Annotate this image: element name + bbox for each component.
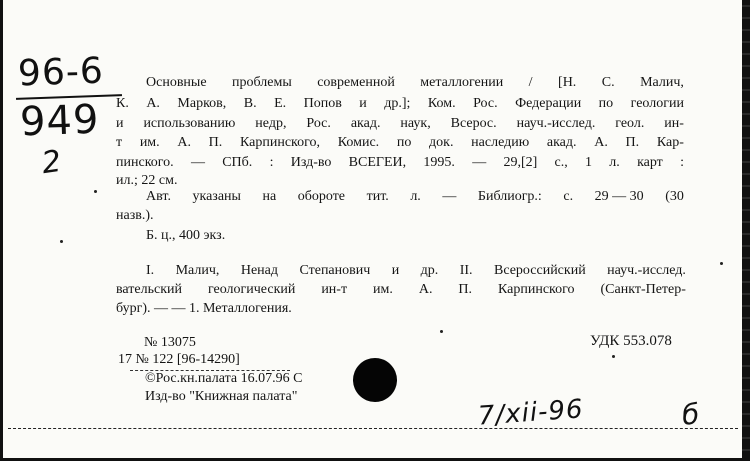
word: проблемы [232, 75, 292, 90]
word: Всероссийский [493, 263, 586, 278]
word: — [190, 155, 205, 170]
word: современной [317, 75, 395, 90]
word: с., [554, 155, 568, 170]
word: металлогении [420, 75, 504, 90]
word: л. [609, 155, 620, 170]
word: Комис. [337, 135, 380, 150]
word: по [396, 135, 412, 150]
word: им. [139, 135, 160, 150]
entry-line-1 [146, 74, 684, 91]
word: т [116, 135, 123, 150]
book-chamber-line [145, 371, 302, 387]
shelfmark-top: 96-6 [17, 50, 105, 95]
heading-line-2 [116, 281, 686, 298]
entry-line-5 [116, 154, 684, 171]
word: 1 [585, 155, 593, 170]
word: Малич, [175, 263, 220, 278]
word: Основные [146, 75, 207, 90]
word: акад. [546, 135, 577, 150]
entry-line-9: Б. ц., 400 экз. [146, 228, 226, 243]
word: Степанович [299, 263, 371, 278]
word: карт [637, 155, 663, 170]
entry-line-7 [146, 188, 684, 205]
word: 1995. [423, 155, 455, 170]
word: ВСЕГЕИ, [348, 155, 407, 170]
word: с. [563, 189, 574, 204]
card-left-edge [0, 0, 3, 461]
word: Изд-во [290, 155, 332, 170]
word: Карпинского [498, 282, 575, 297]
word: В. [243, 96, 257, 111]
ink-blot [353, 358, 397, 402]
word: Карпинского, [239, 135, 321, 150]
entry-line-3 [116, 115, 684, 132]
word: обороте [297, 189, 346, 204]
handwritten-date: 7/xii-96 [477, 394, 585, 432]
word: вательский [116, 282, 182, 297]
word: указаны [192, 189, 241, 204]
word: Федерации [515, 96, 582, 111]
ink-speck [612, 355, 615, 358]
word: на [262, 189, 277, 204]
shelfmark-bottom: 949 [19, 96, 101, 146]
word: II. [459, 263, 473, 278]
word: Ненад [240, 263, 279, 278]
word: им. [373, 282, 393, 297]
word: использованию [143, 116, 236, 131]
handwritten-initial: б [680, 397, 702, 432]
publisher-line: Изд-во "Книжная палата" [145, 389, 298, 404]
word: Марков, [177, 96, 227, 111]
word: П. [625, 135, 640, 150]
word: Е. [274, 96, 287, 111]
word: наследию [471, 135, 530, 150]
word: Кар- [656, 135, 684, 150]
word: — [442, 189, 457, 204]
word: док. [429, 135, 454, 150]
book-chamber-end: С [293, 371, 303, 386]
word: др. [420, 263, 439, 278]
word: 29,[2] [503, 155, 538, 170]
heading-line-1 [146, 262, 686, 279]
word: Всерос. [450, 116, 497, 131]
dashed-rule [8, 428, 738, 429]
word: Ком. [427, 96, 456, 111]
ink-speck [60, 240, 63, 243]
word: Рос. [473, 96, 498, 111]
word: — [472, 155, 487, 170]
word: А. [177, 135, 191, 150]
word: П. [458, 282, 473, 297]
word: тит. [366, 189, 389, 204]
word: А. [146, 96, 160, 111]
word: наук, [400, 116, 431, 131]
word: и [359, 96, 367, 111]
entry-line-8: назв.). [116, 208, 154, 223]
card-right-edge [742, 0, 750, 461]
word: Рос. [306, 116, 331, 131]
word: СПб. [222, 155, 253, 170]
word: 29 — 30 [594, 189, 644, 204]
word: К. [116, 96, 129, 111]
ink-speck [720, 262, 723, 265]
ink-speck [94, 190, 97, 193]
word: и [391, 263, 400, 278]
word: акад. [350, 116, 381, 131]
word: (Санкт-Петер- [600, 282, 686, 297]
word: ин- [664, 116, 684, 131]
word: др.]; [384, 96, 411, 111]
entry-line-4 [116, 134, 684, 151]
word: Авт. [146, 189, 171, 204]
word: пинского. [116, 155, 174, 170]
word: А. [418, 282, 433, 297]
word: : [269, 155, 274, 170]
word: по [598, 96, 614, 111]
word: Малич, [640, 75, 684, 90]
handwritten-mark: 2 [39, 143, 65, 182]
word: геологический [207, 282, 296, 297]
word: С. [601, 75, 615, 90]
word: I. [146, 263, 155, 278]
word: геологии [630, 96, 684, 111]
word: науч.-исслед. [607, 263, 686, 278]
word: [Н. [558, 75, 577, 90]
record-number: № 13075 [144, 335, 196, 350]
book-chamber-text: ©Рос.кн.палата 16.07.96 [145, 371, 290, 386]
registration-number: 17 № 122 [96-14290] [118, 352, 240, 367]
word: П. [208, 135, 223, 150]
word: Попов [303, 96, 342, 111]
entry-line-2 [116, 95, 684, 112]
entry-line-6: ил.; 22 см. [116, 173, 178, 188]
heading-line-3: бург). — — 1. Металлогения. [116, 301, 292, 316]
word: л. [410, 189, 421, 204]
word: геол. [615, 116, 645, 131]
word: : [680, 155, 684, 170]
word: науч.-исслед. [516, 116, 596, 131]
word: (30 [665, 189, 684, 204]
word: ин-т [321, 282, 348, 297]
word: / [528, 75, 533, 90]
ink-speck [440, 330, 443, 333]
word: Библиогр.: [477, 189, 542, 204]
word: недр, [255, 116, 287, 131]
word: и [116, 116, 124, 131]
word: А. [594, 135, 608, 150]
udc-code: УДК 553.078 [590, 333, 672, 349]
